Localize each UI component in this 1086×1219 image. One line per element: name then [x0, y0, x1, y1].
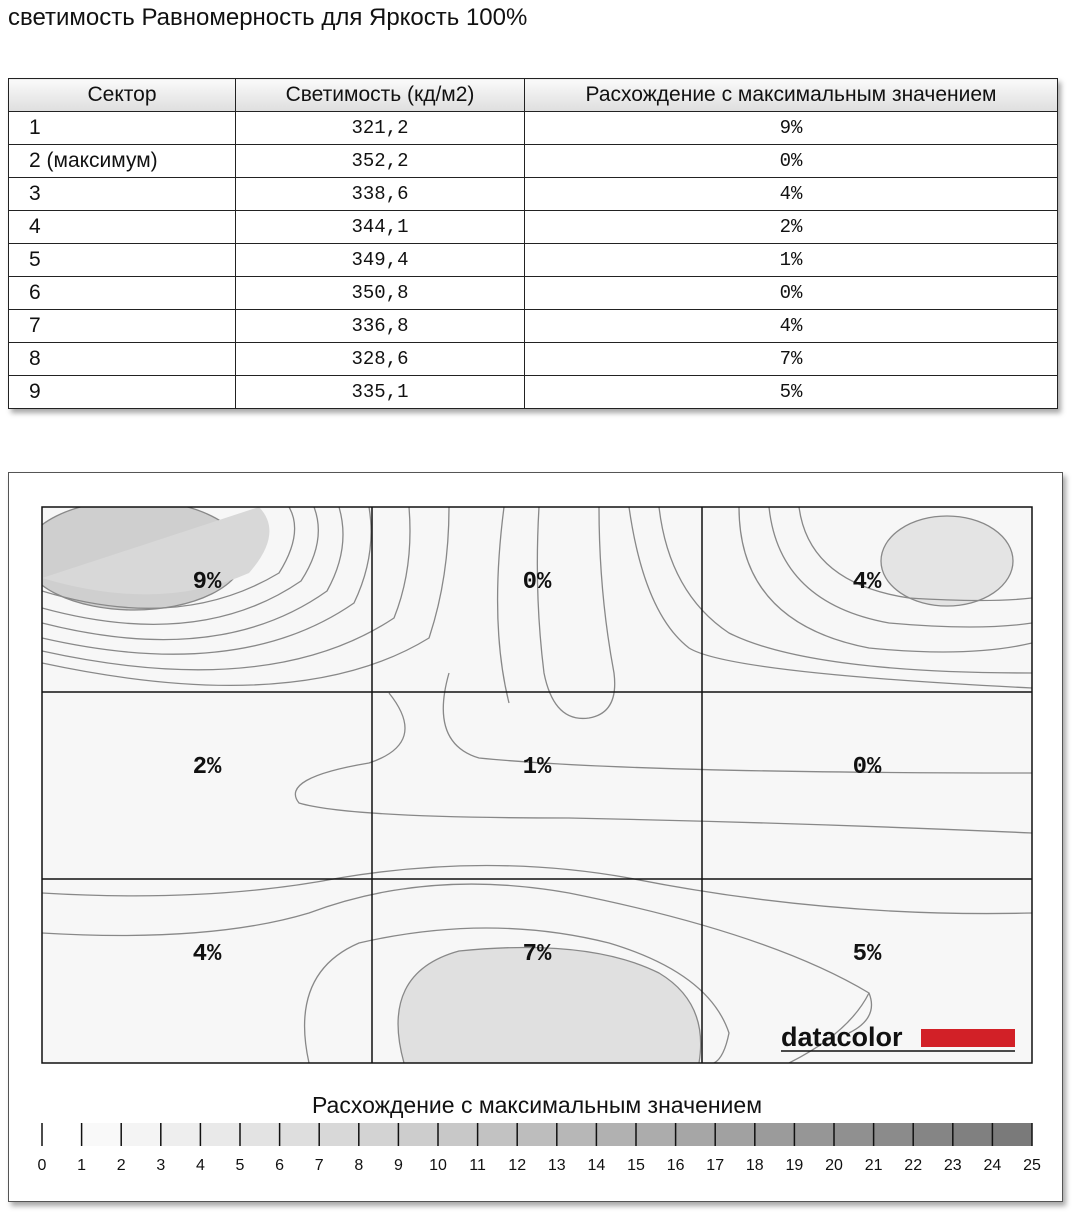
- scale-tick-label: 9: [393, 1157, 403, 1174]
- sector-cell: 7: [9, 310, 236, 343]
- scale-swatch: [755, 1123, 795, 1146]
- scale-swatch: [913, 1123, 953, 1146]
- scale-swatch: [834, 1123, 874, 1146]
- deviation-cell: 5%: [525, 376, 1058, 409]
- scale-tick-label: 11: [469, 1157, 486, 1174]
- table-row: [9, 310, 1058, 343]
- datacolor-logo-text: datacolor: [781, 1022, 903, 1052]
- table-row: [9, 211, 1058, 244]
- luminance-cell: 349,4: [236, 244, 525, 277]
- datacolor-logo-bar: [921, 1029, 1015, 1047]
- scale-tick-label: 17: [706, 1157, 725, 1174]
- deviation-cell: 1%: [525, 244, 1058, 277]
- scale-title: Расхождение с максимальным значением: [311, 1092, 763, 1118]
- sector-cell: 2 (максимум): [9, 145, 236, 178]
- scale-tick-label: 16: [666, 1157, 685, 1174]
- sector-cell: 6: [9, 277, 236, 310]
- scale-tick-label: 25: [1023, 1157, 1041, 1174]
- deviation-cell: 0%: [525, 145, 1058, 178]
- table-row: [9, 244, 1058, 277]
- luminance-cell: 344,1: [236, 211, 525, 244]
- scale-tick-label: 15: [627, 1157, 645, 1174]
- table-row: [9, 112, 1058, 145]
- scale-tick-label: 10: [429, 1157, 447, 1174]
- luminance-table: [8, 78, 1058, 409]
- sector-deviation-label: 0%: [852, 754, 882, 781]
- table-row: [9, 277, 1058, 310]
- column-header-deviation: Расхождение с максимальным значением: [525, 79, 1058, 112]
- scale-swatch: [596, 1123, 636, 1146]
- scale-tick-label: 21: [864, 1157, 883, 1174]
- sector-deviation-label: 1%: [522, 754, 552, 781]
- sector-cell: 3: [9, 178, 236, 211]
- scale-tick-label: 6: [275, 1157, 285, 1174]
- scale-swatch: [280, 1123, 320, 1146]
- contour-line: [881, 516, 1013, 606]
- sector-deviation-label: 5%: [852, 941, 882, 968]
- scale-swatch: [557, 1123, 597, 1146]
- deviation-cell: 2%: [525, 211, 1058, 244]
- sector-cell: 1: [9, 112, 236, 145]
- table-row: [9, 376, 1058, 409]
- sector-cell: 8: [9, 343, 236, 376]
- scale-swatch: [359, 1123, 399, 1146]
- scale-swatch: [636, 1123, 676, 1146]
- sector-deviation-label: 4%: [852, 569, 882, 596]
- deviation-cell: 0%: [525, 277, 1058, 310]
- scale-tick-label: 13: [547, 1157, 566, 1174]
- scale-swatch: [478, 1123, 518, 1146]
- table-row: [9, 343, 1058, 376]
- scale-tick-label: 23: [943, 1157, 962, 1174]
- scale-swatch: [82, 1123, 122, 1146]
- luminance-cell: 336,8: [236, 310, 525, 343]
- scale-swatch: [161, 1123, 201, 1146]
- scale-tick-label: 5: [235, 1157, 245, 1174]
- luminance-cell: 335,1: [236, 376, 525, 409]
- scale-swatch: [992, 1123, 1032, 1146]
- scale-tick-label: 19: [785, 1157, 804, 1174]
- scale-swatch: [42, 1123, 82, 1146]
- scale-tick-label: 22: [904, 1157, 923, 1174]
- uniformity-heatmap-svg: [9, 473, 1062, 1201]
- scale-tick-label: 20: [825, 1157, 843, 1174]
- table-header-row: [9, 79, 1058, 112]
- luminance-cell: 328,6: [236, 343, 525, 376]
- scale-swatch: [794, 1123, 834, 1146]
- scale-swatch: [398, 1123, 438, 1146]
- scale-swatch: [319, 1123, 359, 1146]
- scale-swatch: [438, 1123, 478, 1146]
- scale-swatch: [874, 1123, 914, 1146]
- scale-tick-label: 14: [587, 1157, 606, 1174]
- deviation-scale: [38, 1123, 1041, 1174]
- table-row: [9, 178, 1058, 211]
- scale-tick-label: 12: [508, 1157, 527, 1174]
- scale-swatch: [200, 1123, 240, 1146]
- scale-tick-label: 2: [116, 1157, 126, 1174]
- table-row: [9, 145, 1058, 178]
- scale-tick-label: 0: [37, 1157, 47, 1174]
- scale-swatch: [240, 1123, 280, 1146]
- deviation-cell: 7%: [525, 343, 1058, 376]
- sector-cell: 5: [9, 244, 236, 277]
- scale-tick-label: 18: [745, 1157, 764, 1174]
- page-title: светимость Равномерность для Яркость 100%: [8, 4, 528, 31]
- scale-swatch: [953, 1123, 993, 1146]
- deviation-cell: 4%: [525, 178, 1058, 211]
- luminance-cell: 338,6: [236, 178, 525, 211]
- scale-tick-label: 24: [983, 1157, 1002, 1174]
- luminance-cell: 321,2: [236, 112, 525, 145]
- scale-tick-label: 8: [354, 1157, 364, 1174]
- luminance-cell: 350,8: [236, 277, 525, 310]
- sector-deviation-label: 2%: [192, 754, 222, 781]
- sector-deviation-label: 7%: [522, 941, 552, 968]
- scale-swatch: [517, 1123, 557, 1146]
- column-header-sector: Сектор: [9, 79, 236, 112]
- scale-tick-label: 3: [156, 1157, 166, 1174]
- sector-deviation-label: 9%: [192, 569, 222, 596]
- uniformity-chart: [8, 472, 1063, 1202]
- sector-cell: 4: [9, 211, 236, 244]
- scale-swatch: [715, 1123, 755, 1146]
- scale-swatch: [121, 1123, 161, 1146]
- scale-tick-label: 7: [314, 1157, 324, 1174]
- sector-deviation-label: 4%: [192, 941, 222, 968]
- scale-tick-label: 1: [77, 1157, 87, 1174]
- column-header-luminance: Светимость (кд/м2): [236, 79, 525, 112]
- sector-deviation-label: 0%: [522, 569, 552, 596]
- scale-swatch: [676, 1123, 716, 1146]
- sector-cell: 9: [9, 376, 236, 409]
- deviation-cell: 9%: [525, 112, 1058, 145]
- scale-tick-label: 4: [195, 1157, 205, 1174]
- deviation-cell: 4%: [525, 310, 1058, 343]
- luminance-cell: 352,2: [236, 145, 525, 178]
